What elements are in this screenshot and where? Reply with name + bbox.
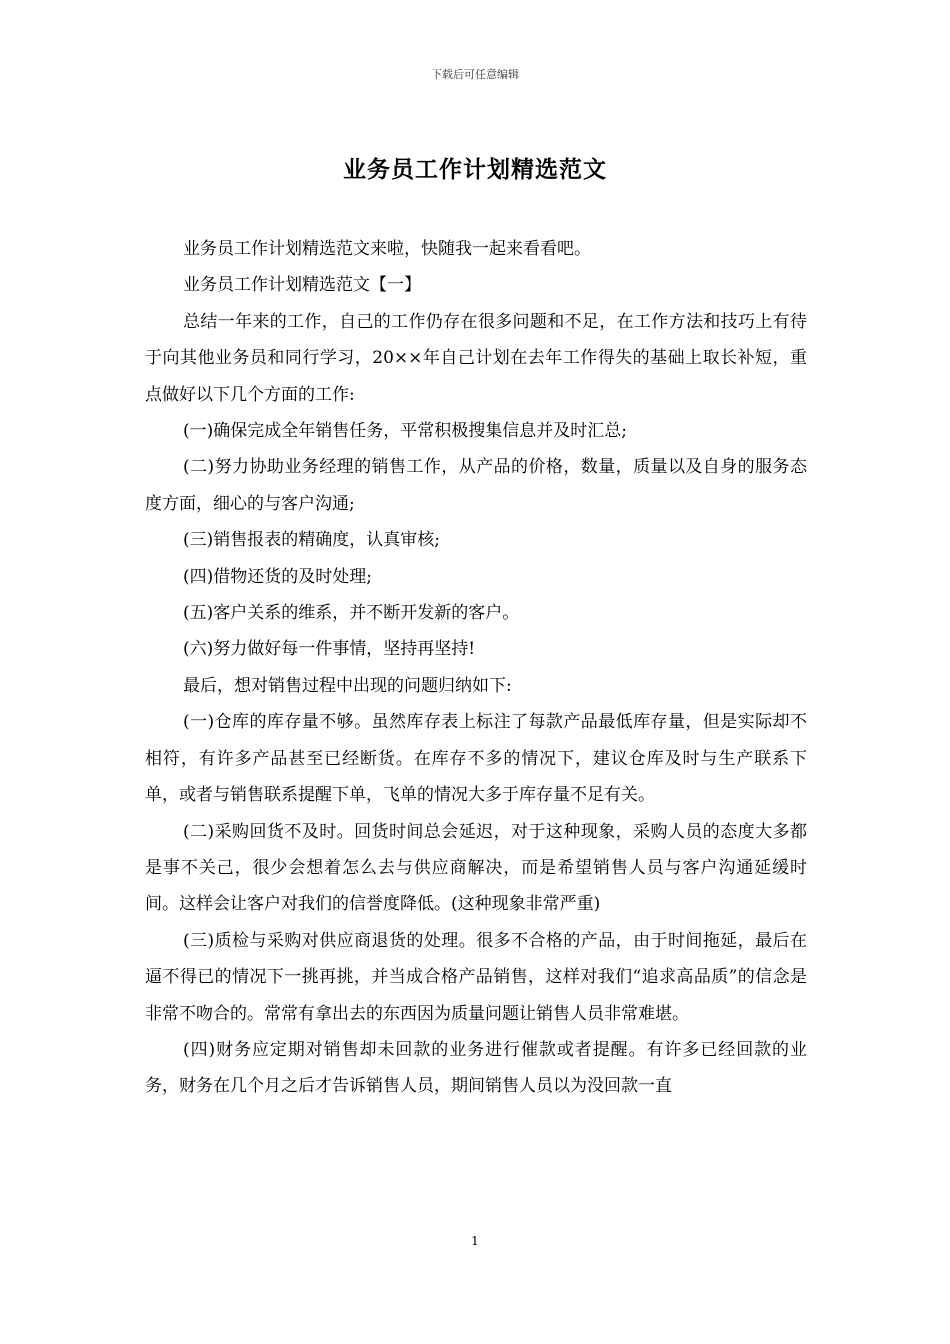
paragraph: (三)销售报表的精确度，认真审核; [183, 530, 440, 551]
paragraph: (四)财务应定期对销售却未回款的业务进行催款或者提醒。有许多已经回款的业务，财务在几个月之后才告诉销售人员，期间销售人员以为没回款一直 [145, 1039, 807, 1097]
paragraph: (六)努力做好每一件事情，坚持再坚持! [183, 639, 476, 660]
document-title: 业务员工作计划精选范文 [343, 156, 607, 183]
paragraph: 最后，想对销售过程中出现的问题归纳如下: [183, 675, 512, 696]
paragraph: (五)客户关系的维系，并不断开发新的客户。 [183, 603, 520, 624]
page-number: 1 [471, 1234, 479, 1248]
paragraph: (一)确保完成全年销售任务，平常积极搜集信息并及时汇总; [183, 421, 627, 442]
header-note: 下载后可任意编辑 [431, 68, 519, 81]
paragraph: (三)质检与采购对供应商退货的处理。很多不合格的产品，由于时间拖延，最后在逼不得已的情况下一挑再挑，并当成合格产品销售，这样对我们“追求高品质”的信念是非常不吻合的。常常有拿出去的东西因为质量问题让销售人员非常难堪。 [145, 930, 807, 1024]
paragraph: (一)仓库的库存量不够。虽然库存表上标注了每款产品最低库存量，但是实际却不相符，有许多产品甚至已经断货。在库存不多的情况下，建议仓库及时与生产联系下单，或者与销售联系提醒下单，飞单的情况大多于库存量不足有关。 [145, 712, 807, 806]
paragraph: (二)努力协助业务经理的销售工作，从产品的价格，数量，质量以及自身的服务态度方面，细心的与客户沟通; [145, 457, 807, 514]
document-body [145, 231, 807, 1105]
paragraph: 业务员工作计划精选范文来啦，快随我一起来看看吧。 [183, 239, 591, 259]
paragraph: (四)借物还货的及时处理; [183, 566, 372, 587]
paragraph: (二)采购回货不及时。回货时间总会延迟，对于这种现象，采购人员的态度大多都是事不关己，很少会想着怎么去与供应商解决，而是希望销售人员与客户沟通延缓时间。这样会让客户对我们的信誉度降低。(这种现象非常严重) [145, 821, 807, 915]
paragraph: 总结一年来的工作，自己的工作仍存在很多问题和不足，在工作方法和技巧上有待于向其他业务员和同行学习，20××年自己计划在去年工作得失的基础上取长补短，重点做好以下几个方面的工作: [145, 311, 807, 405]
paragraph: 业务员工作计划精选范文【一】 [183, 275, 421, 296]
